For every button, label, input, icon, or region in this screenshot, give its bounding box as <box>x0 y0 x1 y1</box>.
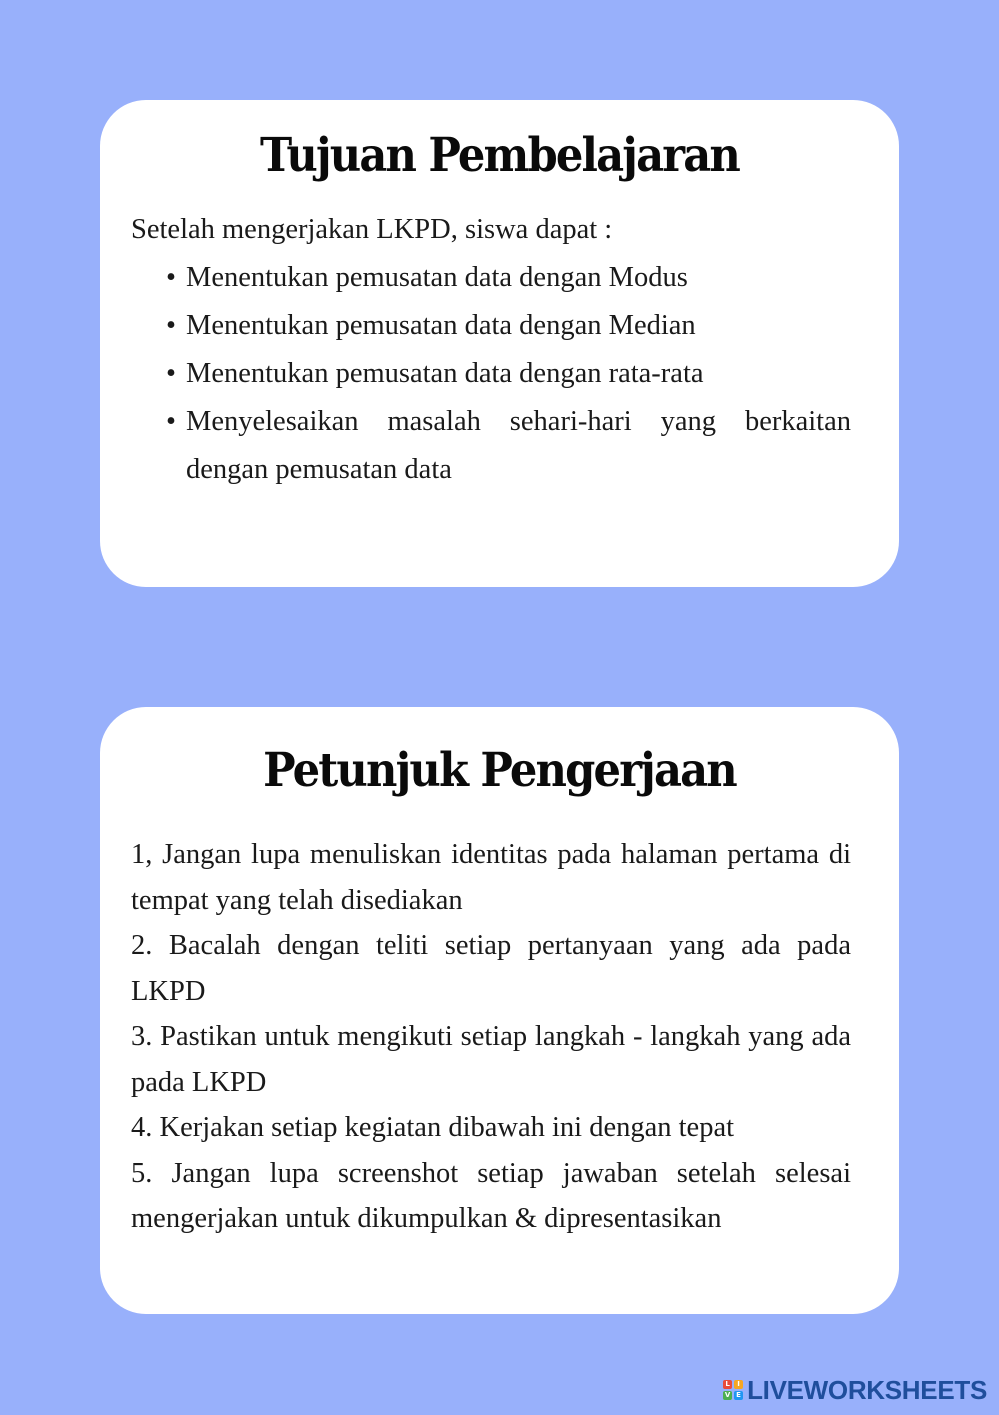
logo-cell: L <box>723 1380 732 1389</box>
bullet-icon: • <box>166 406 176 437</box>
bullet-icon: • <box>166 310 176 341</box>
objective-item <box>131 398 851 494</box>
logo-cell: I <box>734 1380 743 1389</box>
learning-objectives-card <box>100 100 899 587</box>
objective-item <box>131 302 851 350</box>
objective-text: Menentukan pemusatan data dengan Median <box>186 310 696 341</box>
liveworksheets-text: LIVEWORKSHEETS <box>747 1374 987 1405</box>
instruction-step: 5. Jangan lupa screenshot setiap jawaban setelah selesai mengerjakan untuk dikumpulkan & dipresentasikan <box>131 1157 851 1234</box>
instructions-card <box>100 707 899 1314</box>
liveworksheets-watermark <box>723 1375 987 1405</box>
objective-item <box>131 350 851 398</box>
objective-text: Menentukan pemusatan data dengan Modus <box>186 262 688 293</box>
bullet-icon: • <box>166 262 176 293</box>
objectives-list <box>131 254 851 494</box>
learning-objectives-title: Tujuan Pembelajaran <box>259 128 739 183</box>
liveworksheets-logo-icon <box>723 1380 743 1400</box>
instruction-step: 4. Kerjakan setiap kegiatan dibawah ini dengan tepat <box>131 1112 735 1143</box>
objective-text: Menentukan pemusatan data dengan rata-rata <box>186 358 704 389</box>
bullet-icon: • <box>166 358 176 389</box>
instructions-title: Petunjuk Pengerjaan <box>263 743 736 798</box>
logo-cell: V <box>724 1391 731 1399</box>
instructions-list <box>131 832 851 1242</box>
instruction-step: 1, Jangan lupa menuliskan identitas pada halaman pertama di tempat yang telah disediakan <box>131 839 851 916</box>
instruction-step: 3. Pastikan untuk mengikuti setiap langkah - langkah yang ada pada LKPD <box>131 1021 851 1098</box>
objective-item <box>131 254 851 302</box>
objectives-intro: Setelah mengerjakan LKPD, siswa dapat : <box>131 214 613 245</box>
logo-cell: E <box>734 1391 743 1400</box>
instruction-step: 2. Bacalah dengan teliti setiap pertanyaan yang ada pada LKPD <box>131 930 851 1007</box>
objective-text: Menyelesaikan masalah sehari-hari yang berkaitan dengan pemusatan data <box>186 406 851 485</box>
